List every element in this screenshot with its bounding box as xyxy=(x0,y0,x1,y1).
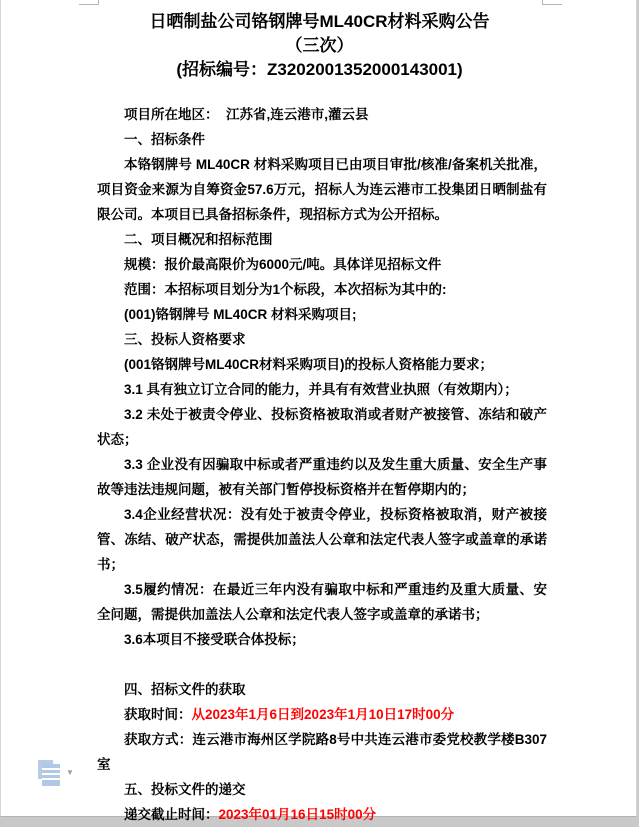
qualification-intro-line: (001铬钢牌号ML40CR材料采购项目)的投标人资格能力要求； xyxy=(124,357,494,372)
title-line-2: （三次） xyxy=(285,36,354,55)
acquire-time-value: 从2023年1月6日到2023年1月10日17时00分 xyxy=(191,707,455,722)
scope-line: 范围：本招标项目划分为1个标段，本次招标为其中的: xyxy=(124,282,447,297)
section-heading-3: 三、投标人资格要求 xyxy=(124,332,246,347)
scale-line: 规模：报价最高限价为6000元/吨。具体详见招标文件 xyxy=(124,257,442,272)
paste-icon-front-sheet xyxy=(42,764,60,786)
bid-conditions-paragraph: 本铬钢牌号 ML40CR 材料采购项目已由项目审批/核准/备案机关批准，项目资金来源为自筹资金57.6万元，招标人为连云港市工投集团日晒制盐有限公司。本项目已具备招标条件，现招标方式为公开招标。 xyxy=(97,157,547,222)
chevron-down-icon[interactable]: ▼ xyxy=(66,768,74,777)
qualification-item-3-1: 3.1 具有独立订立合同的能力，并具有有效营业执照（有效期内）； xyxy=(124,382,518,397)
qualification-item-3-6: 3.6本项目不接受联合体投标； xyxy=(124,632,305,647)
document-body xyxy=(97,102,547,827)
lot-001-line: (001)铬钢牌号 ML40CR 材料采购项目; xyxy=(124,307,357,322)
submission-deadline-line xyxy=(97,802,547,827)
paste-options-widget[interactable] xyxy=(37,760,77,790)
title-line-3: (招标编号：Z3202001352000143001) xyxy=(176,60,463,79)
blank-line xyxy=(97,652,547,677)
document-title xyxy=(1,10,638,82)
qualification-item-3-4: 3.4企业经营状况：没有处于被责令停业，投标资格被取消，财产被接管、冻结、破产状态，需提供加盖法人公章和法定代表人签字或盖章的承诺书； xyxy=(97,507,547,572)
acquire-time-label: 获取时间： xyxy=(124,707,192,722)
acquire-time-line xyxy=(97,702,547,727)
qualification-item-3-5: 3.5履约情况：在最近三年内没有骗取中标和严重违约及重大质量、安全问题，需提供加盖法人公章和法定代表人签字或盖章的承诺书； xyxy=(97,582,547,622)
page-margin-mark-left xyxy=(79,0,99,5)
submission-deadline-label: 递交截止时间： xyxy=(124,807,219,822)
page-margin-mark-right xyxy=(542,0,562,5)
section-heading-5: 五、投标文件的递交 xyxy=(124,782,246,797)
section-heading-2: 二、项目概况和招标范围 xyxy=(124,232,273,247)
section-heading-4: 四、招标文件的获取 xyxy=(124,682,246,697)
qualification-item-3-3: 3.3 企业没有因骗取中标或者严重违约以及发生重大质量、安全生产事故等违法违规问题，被有关部门暂停投标资格并在暂停期内的； xyxy=(97,457,547,497)
submission-deadline-value: 2023年01月16日15时00分 xyxy=(218,807,377,822)
title-line-1: 日晒制盐公司铬钢牌号ML40CR材料采购公告 xyxy=(149,12,490,31)
section-heading-1: 一、招标条件 xyxy=(124,132,205,147)
acquire-method-line: 获取方式：连云港市海州区学院路8号中共连云港市委党校教学楼B307室 xyxy=(97,732,547,772)
paste-options-icon[interactable] xyxy=(37,760,61,787)
project-location-line: 项目所在地区： 江苏省,连云港市,灌云县 xyxy=(124,107,369,122)
qualification-item-3-2: 3.2 未处于被责令停业、投标资格被取消或者财产被接管、冻结和破产状态； xyxy=(97,407,547,447)
